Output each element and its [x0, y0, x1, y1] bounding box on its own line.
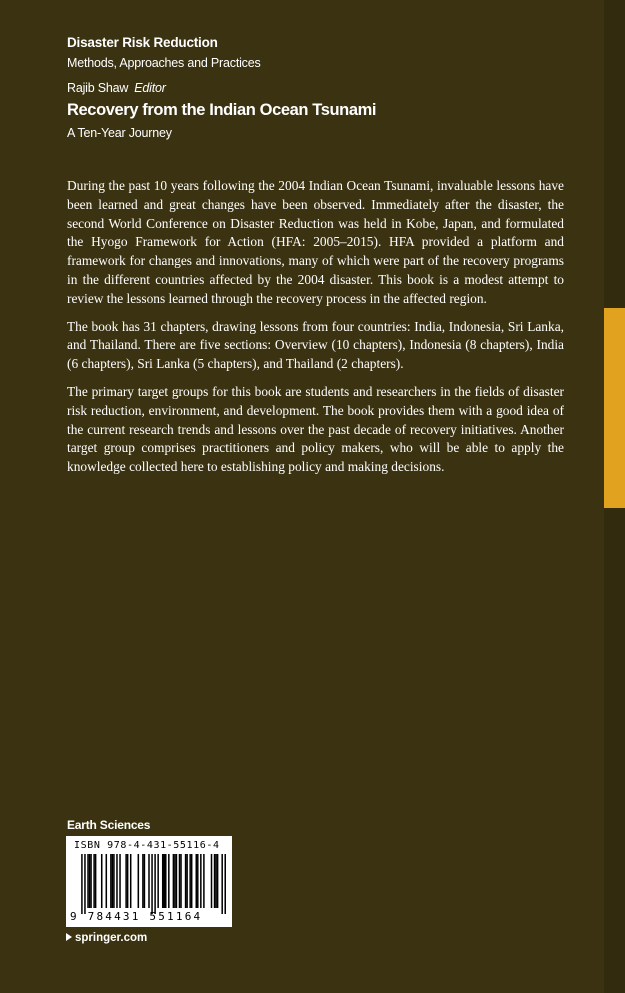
- barcode-bar: [87, 854, 89, 908]
- editor-line: [67, 81, 166, 95]
- barcode-bar: [214, 854, 216, 908]
- barcode-bar: [110, 854, 112, 908]
- editor-name: Rajib Shaw: [67, 81, 129, 95]
- barcode-bar: [168, 854, 170, 908]
- book-title: Recovery from the Indian Ocean Tsunami: [67, 101, 377, 119]
- barcode-bar: [113, 854, 115, 908]
- barcode-bar: [148, 854, 150, 908]
- barcode-bar: [93, 854, 95, 908]
- barcode-bar: [224, 854, 226, 914]
- barcode-bar: [162, 854, 164, 908]
- barcode-bar: [176, 854, 178, 908]
- blurb-paragraph: The primary target groups for this book are students and researchers in the fields of disaster risk reduction, environment, and development. The book provides them with a good idea of the current research trends and lessons over the past decade of recovery initiatives. Another target group comprises practitioners and policy makers, who will be able to apply the knowledge collected here to establishing policy and making decisions.: [67, 383, 564, 475]
- subject-category: Earth Sciences: [67, 818, 151, 832]
- barcode-bar: [144, 854, 146, 908]
- barcode-bar: [130, 854, 132, 908]
- barcode-bar: [200, 854, 202, 908]
- barcode-icon: [72, 854, 226, 914]
- blurb-paragraph: During the past 10 years following the 2004 Indian Ocean Tsunami, invaluable lessons have been learned and great changes have been observed. Immediately after the disaster, the second World Conference on Disaster Reduction was held in Kobe, Japan, and formulated the Hyogo Framework for Action (HFA: 2005–2015). HFA provided a platform and framework for changes and innovations, many of which were part of the recovery programs in the different countries affected by the 2004 disaster. This book is a modest attempt to review the lessons learned through the recovery process in the affected region.: [67, 178, 564, 306]
- barcode-bar: [125, 854, 127, 908]
- barcode-bar: [90, 854, 92, 908]
- publisher-link[interactable]: [66, 932, 147, 944]
- barcode-bar: [163, 854, 165, 908]
- barcode-bar: [197, 854, 199, 908]
- ean-digits: 9 784431 551164: [70, 910, 203, 923]
- barcode-box: [66, 836, 232, 927]
- publisher-url: springer.com: [75, 932, 148, 944]
- series-subtitle: Methods, Approaches and Practices: [67, 56, 261, 70]
- barcode-bar: [217, 854, 219, 908]
- barcode-bar: [189, 854, 191, 908]
- barcode-bar: [157, 854, 159, 908]
- barcode-bar: [101, 854, 103, 908]
- blurb: [67, 177, 564, 486]
- isbn-label: ISBN 978-4-431-55116-4: [74, 840, 220, 851]
- barcode-bar: [81, 854, 83, 914]
- barcode-bar: [185, 854, 187, 908]
- barcode-bar: [84, 854, 86, 914]
- barcode-bar: [89, 854, 91, 908]
- barcode-bar: [106, 854, 108, 908]
- editor-role: Editor: [134, 81, 166, 95]
- barcode-bar: [112, 854, 114, 908]
- book-subtitle: A Ten-Year Journey: [67, 126, 172, 140]
- barcode-bar: [127, 854, 129, 908]
- barcode-bar: [211, 854, 213, 908]
- barcode-bar: [95, 854, 97, 908]
- series-title: Disaster Risk Reduction: [67, 35, 218, 50]
- barcode-bar: [196, 854, 198, 908]
- barcode-bar: [221, 854, 223, 914]
- barcode-bar: [179, 854, 181, 908]
- barcode-bar: [165, 854, 167, 908]
- barcode-bar: [203, 854, 205, 908]
- barcode-bar: [174, 854, 176, 908]
- barcode-bar: [215, 854, 217, 908]
- barcode-bar: [116, 854, 118, 908]
- barcode-bar: [138, 854, 140, 908]
- barcode-bar: [142, 854, 144, 908]
- barcode-bar: [186, 854, 188, 908]
- spine-accent-tab: [604, 308, 625, 508]
- barcode-bar: [191, 854, 193, 908]
- barcode-bar: [173, 854, 175, 908]
- barcode-bar: [151, 854, 153, 914]
- blurb-paragraph: The book has 31 chapters, drawing lessons from four countries: India, Indonesia, Sri Lanka, and Thailand. There are five sections: Overview (10 chapters), Indonesia (8 chapters), India (6 chapters), Sri Lanka (5 chapters), and Thailand (2 chapters).: [67, 318, 564, 372]
- arrow-right-icon: [66, 933, 72, 941]
- barcode-bar: [180, 854, 182, 908]
- barcode-bar: [154, 854, 156, 914]
- barcode-bar: [119, 854, 121, 908]
